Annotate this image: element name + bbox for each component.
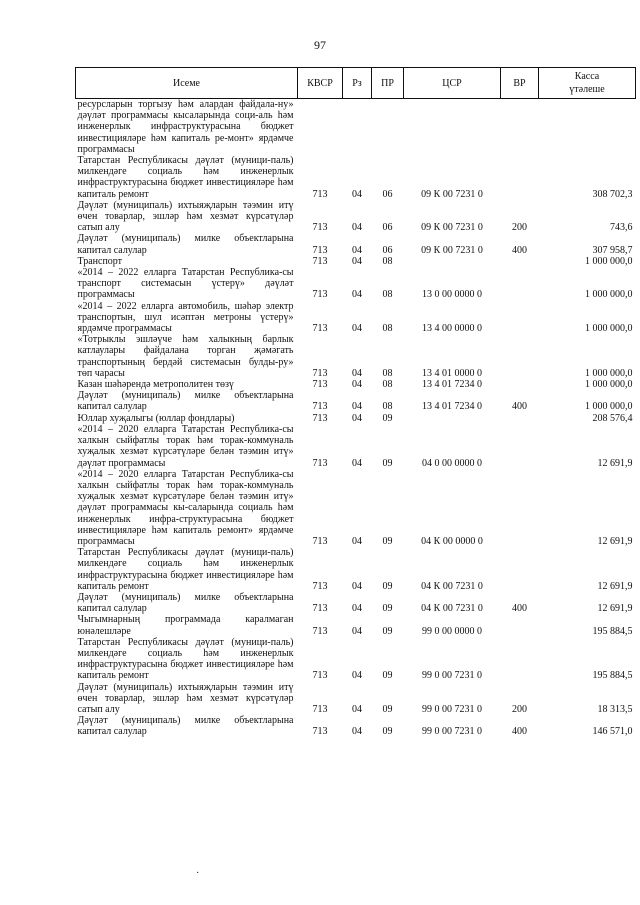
cell-rz: 04 <box>352 670 362 682</box>
cell-name: «2014 – 2020 елларга Татарстан Республика-сы халкын сыйфатлы торак һәм торак-коммуналь хуҗалык хезмәт күрсәтүләре белән тәэмин итү» дәүләт программасы кы-саларында социаль һәм инженерлык инфра-структурасына бюджет инвестицияләре һәм капиталь ремонт» ярдәмче программасы <box>77 468 294 547</box>
cell-rz: 04 <box>352 401 362 413</box>
cell-kvsr: 713 <box>312 367 328 379</box>
cell-name: «2014 – 2022 елларга Татарстан Республика-сы транспорт системасын үстерү» дәүләт программасы <box>77 267 294 301</box>
table-row <box>76 547 636 592</box>
cell-pr: 08 <box>382 289 393 301</box>
header-pr: ПР <box>372 68 404 99</box>
cell-amount: 1 000 000,0 <box>585 379 633 391</box>
table-row <box>76 469 636 547</box>
table-row <box>76 99 636 156</box>
cell-amount: 12 691,9 <box>597 457 633 469</box>
cell-rz: 04 <box>352 244 362 256</box>
cell-pr: 09 <box>382 457 393 469</box>
cell-csr <box>404 413 501 424</box>
cell-rz: 04 <box>352 412 362 424</box>
table-row <box>76 233 636 255</box>
table-row <box>76 301 636 335</box>
cell-name: Дәүләт (муниципаль) милке объектларына капитал салулар <box>77 390 294 413</box>
header-kvsr: КВСР <box>298 68 343 99</box>
cell-rz: 04 <box>352 625 362 637</box>
table-row <box>76 334 636 379</box>
cell-pr: 08 <box>382 401 393 413</box>
cell-csr: 13 4 01 7234 0 <box>422 401 482 413</box>
cell-vr <box>501 469 539 547</box>
table-row <box>76 200 636 234</box>
cell-name: Татарстан Республикасы дәүләт (муници-паль) милкендәге социаль һәм инженерлык инфраструктурасына бюджет инвестицияләре һәм капиталь ремонт <box>77 155 294 200</box>
cell-rz: 04 <box>352 603 362 615</box>
table-row <box>76 267 636 301</box>
cell-vr <box>501 547 539 592</box>
cell-name: Дәүләт (муниципаль) милке объектларына капитал салулар <box>77 233 294 256</box>
cell-vr <box>501 256 539 267</box>
cell-csr: 09 К 00 7231 0 <box>421 244 483 256</box>
header-rz: Рз <box>343 68 372 99</box>
header-kassa <box>539 68 636 99</box>
cell-vr: 400 <box>512 401 527 413</box>
cell-amount: 1 000 000,0 <box>585 367 633 379</box>
cell-vr <box>501 301 539 335</box>
table-row <box>76 256 636 267</box>
cell-vr <box>501 413 539 424</box>
cell-amount: 12 691,9 <box>597 580 633 592</box>
cell-amount <box>539 99 636 156</box>
cell-rz: 04 <box>352 535 362 547</box>
table-row <box>76 637 636 682</box>
cell-amount: 18 313,5 <box>597 703 633 715</box>
cell-kvsr: 713 <box>312 379 328 391</box>
cell-rz: 04 <box>352 289 362 301</box>
cell-rz <box>343 99 372 156</box>
cell-kvsr: 713 <box>312 625 328 637</box>
cell-vr <box>501 155 539 200</box>
cell-pr: 09 <box>382 535 393 547</box>
cell-csr: 04 К 00 0000 0 <box>421 535 483 547</box>
stray-mark: · <box>196 868 200 879</box>
header-kassa-line2: үтәлеше <box>569 84 605 95</box>
table-row <box>76 379 636 390</box>
cell-rz: 04 <box>352 726 362 738</box>
cell-kvsr: 713 <box>312 255 328 267</box>
cell-csr: 04 0 00 0000 0 <box>422 457 482 469</box>
cell-amount: 12 691,9 <box>597 535 633 547</box>
cell-amount: 1 000 000,0 <box>585 323 633 335</box>
cell-pr: 06 <box>382 222 393 234</box>
cell-vr <box>501 424 539 469</box>
cell-csr: 99 0 00 7231 0 <box>422 670 482 682</box>
cell-rz: 04 <box>352 457 362 469</box>
cell-name: Татарстан Республикасы дәүләт (муници-паль) милкендәге социаль һәм инженерлык инфраструктурасына бюджет инвестицияләре һәм капиталь ремонт <box>77 636 294 682</box>
cell-kvsr <box>298 99 343 156</box>
cell-kvsr: 713 <box>312 457 328 469</box>
cell-amount: 308 702,3 <box>592 188 633 200</box>
table-row <box>76 413 636 424</box>
cell-amount: 743,6 <box>610 222 633 234</box>
cell-name: Чыгымнарның программада каралмаган юнәлешләре <box>77 614 294 637</box>
cell-kvsr: 713 <box>312 580 328 592</box>
cell-vr <box>501 637 539 682</box>
cell-amount: 146 571,0 <box>592 726 633 738</box>
cell-csr: 09 К 00 7231 0 <box>421 188 483 200</box>
cell-rz: 04 <box>352 379 362 391</box>
cell-vr: 200 <box>512 703 527 715</box>
cell-name: ресурсларын торгызу һәм алардан файдала-ну» дәүләт программасы кысаларында соци-аль һәм инженерлык инфраструктурасына бюджет инвестицияләре һәм капиталь ре-монт» ярдәмче программасы <box>77 99 294 155</box>
cell-vr: 400 <box>512 726 527 738</box>
cell-csr: 99 0 00 7231 0 <box>422 726 482 738</box>
cell-vr <box>501 99 539 156</box>
cell-csr: 13 4 01 0000 0 <box>422 367 482 379</box>
table-row <box>76 682 636 716</box>
cell-amount: 307 958,7 <box>592 244 633 256</box>
cell-csr: 99 0 00 0000 0 <box>422 625 482 637</box>
cell-rz: 04 <box>352 222 362 234</box>
cell-name: «Тотрыклы эшләүче һәм халыкның барлык катлаулары файдалана торган җәмәгать транспортының бердәй системасын булды-ру» төп чарасы <box>77 334 294 379</box>
cell-pr: 09 <box>382 703 393 715</box>
cell-pr: 06 <box>382 244 393 256</box>
cell-name: Дәүләт (муниципаль) ихтыяҗларын тәэмин итү өчен товарлар, эшләр һәм хезмәт күрсәтүләр сатып алу <box>77 199 294 234</box>
table-row <box>76 390 636 412</box>
cell-name: Дәүләт (муниципаль) милке объектларына капитал салулар <box>77 591 294 615</box>
cell-amount: 195 884,5 <box>592 625 633 637</box>
page-number: 97 <box>314 38 326 52</box>
cell-csr: 99 0 00 7231 0 <box>422 703 482 715</box>
cell-pr: 08 <box>382 323 393 335</box>
table-row <box>76 155 636 200</box>
cell-kvsr: 713 <box>312 188 328 200</box>
cell-vr <box>501 379 539 390</box>
cell-vr: 400 <box>512 244 527 256</box>
header-kassa-line1: Касса <box>574 71 600 82</box>
cell-pr: 08 <box>382 379 393 391</box>
cell-vr <box>501 267 539 301</box>
cell-kvsr: 713 <box>312 670 328 682</box>
cell-name: Татарстан Республикасы дәүләт (муници-паль) милкендәге социаль һәм инженерлык инфраструктурасына бюджет инвестицияләре һәм капиталь ремонт <box>77 547 294 592</box>
header-name: Исеме <box>76 68 298 99</box>
table-row <box>76 614 636 636</box>
cell-name: Дәүләт (муниципаль) ихтыяҗларын тәэмин итү өчен товарлар, эшләр һәм хезмәт күрсәтүләр сатып алу <box>77 681 294 715</box>
cell-csr <box>404 256 501 267</box>
cell-kvsr: 713 <box>312 703 328 715</box>
cell-pr: 09 <box>382 670 393 682</box>
cell-amount: 1 000 000,0 <box>585 255 633 267</box>
table-row <box>76 424 636 469</box>
cell-name: Транспорт <box>77 255 123 267</box>
cell-vr <box>501 614 539 636</box>
cell-rz: 04 <box>352 703 362 715</box>
cell-kvsr: 713 <box>312 726 328 738</box>
cell-pr: 09 <box>382 603 393 615</box>
cell-rz: 04 <box>352 188 362 200</box>
cell-pr: 08 <box>382 367 393 379</box>
cell-pr: 06 <box>382 188 393 200</box>
table-header <box>76 68 636 99</box>
cell-amount: 1 000 000,0 <box>585 289 633 301</box>
cell-csr: 04 К 00 7231 0 <box>421 580 483 592</box>
cell-pr: 09 <box>382 726 393 738</box>
table-row <box>76 592 636 614</box>
cell-pr: 09 <box>382 412 393 424</box>
cell-kvsr: 713 <box>312 603 328 615</box>
cell-kvsr: 713 <box>312 289 328 301</box>
cell-rz: 04 <box>352 580 362 592</box>
cell-name: «2014 – 2022 елларга автомобиль, шәһәр электр транспортын, шул исәптән метроны үстерү» ярдәмче программасы <box>77 300 294 335</box>
cell-kvsr: 713 <box>312 323 328 335</box>
cell-vr: 400 <box>512 603 527 615</box>
cell-kvsr: 713 <box>312 222 328 234</box>
cell-vr <box>501 334 539 379</box>
cell-pr: 09 <box>382 625 393 637</box>
cell-name: Казан шәһәрендә метрополитен төзү <box>77 379 234 391</box>
cell-csr: 09 К 00 7231 0 <box>421 222 483 234</box>
cell-amount: 12 691,9 <box>597 603 633 615</box>
cell-name: Юллар хуҗалыгы (юллар фондлары) <box>77 412 235 424</box>
cell-rz: 04 <box>352 323 362 335</box>
header-vr: ВР <box>501 68 539 99</box>
cell-amount: 208 576,4 <box>592 412 633 424</box>
cell-rz: 04 <box>352 255 362 267</box>
cell-kvsr: 713 <box>312 401 328 413</box>
cell-vr: 200 <box>512 222 527 234</box>
header-csr: ЦСР <box>404 68 501 99</box>
cell-pr: 08 <box>382 255 393 267</box>
cell-csr <box>404 99 501 156</box>
cell-kvsr: 713 <box>312 244 328 256</box>
cell-name: Дәүләт (муниципаль) милке объектларына капитал салулар <box>77 715 294 738</box>
table-row <box>76 715 636 737</box>
table-body <box>76 99 636 738</box>
cell-csr: 13 0 00 0000 0 <box>422 289 482 301</box>
budget-table <box>75 67 636 738</box>
cell-kvsr: 713 <box>312 412 328 424</box>
cell-csr: 13 4 01 7234 0 <box>422 379 482 391</box>
cell-amount: 1 000 000,0 <box>585 401 633 413</box>
cell-pr: 09 <box>382 580 393 592</box>
cell-name: «2014 – 2020 елларга Татарстан Республика-сы халкын сыйфатлы торак һәм торак-коммуналь хуҗалык хезмәт күрсәтүләре белән тәэмин итү» дәүләт программасы <box>77 423 294 469</box>
cell-rz: 04 <box>352 367 362 379</box>
cell-amount: 195 884,5 <box>592 670 633 682</box>
cell-csr: 13 4 00 0000 0 <box>422 323 482 335</box>
cell-csr: 04 К 00 7231 0 <box>421 603 483 615</box>
cell-pr <box>372 99 404 156</box>
cell-kvsr: 713 <box>312 535 328 547</box>
